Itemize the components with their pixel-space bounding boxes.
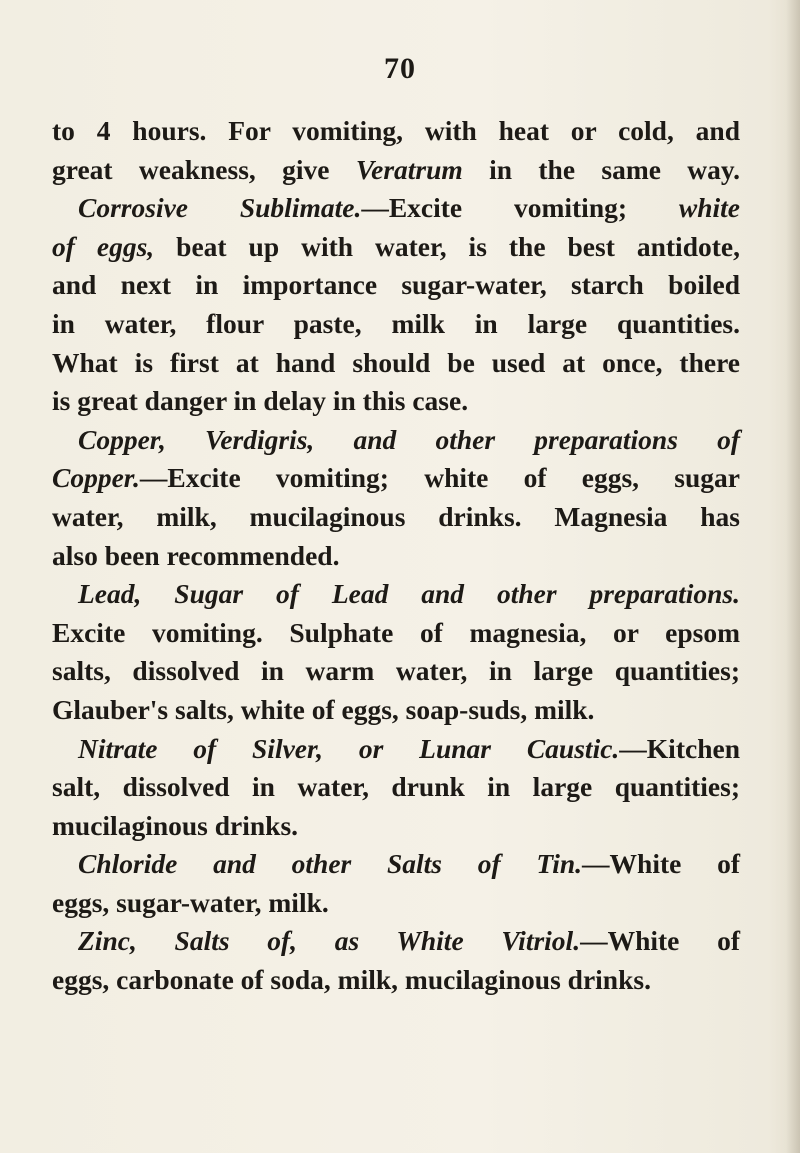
text-run: in water, flour paste, milk in large quantities. [52,307,740,339]
text-run: —White of [582,848,740,880]
italic-text: Zinc, Salts of, as White Vitriol. [78,925,581,957]
text-line [52,498,740,537]
text-run: and next in importance sugar-water, starch boiled [52,269,740,301]
text-line [52,768,740,807]
text-run: What is first at hand should be used at once, there [52,346,740,378]
text-run: water, milk, mucilaginous drinks. Magnesia has [52,500,740,532]
text-line [52,112,740,151]
text-run: eggs, sugar-water, milk. [52,886,329,918]
italic-text: Nitrate of Silver, or Lunar Caustic. [78,732,620,764]
text-run: eggs, carbonate of soda, milk, mucilaginous drinks. [52,964,651,996]
text-run: —Kitchen [619,732,740,764]
text-line [52,884,740,923]
text-run: Glauber's salts, white of eggs, soap-suds, milk. [52,693,595,725]
text-line [52,266,740,305]
italic-text: Corrosive Sublimate. [78,192,362,224]
text-line [52,189,740,228]
text-line [52,922,740,961]
text-run: is great danger in delay in this case. [52,385,469,417]
text-run: —White of [580,925,740,957]
text-line [52,807,740,846]
italic-text: of eggs, [52,230,155,262]
text-line [52,575,740,614]
text-line [52,228,740,267]
text-line [52,421,740,460]
italic-text: Copper. [52,462,140,494]
text-run: —Excite vomiting; white of eggs, sugar [139,462,740,494]
italic-text: white [678,192,740,224]
text-run: beat up with water, is the best antidote, [154,230,740,262]
text-run: to 4 hours. For vomiting, with heat or cold, and [52,115,740,146]
text-line [52,730,740,769]
text-line [52,344,740,383]
text-run: —Excite vomiting; [361,192,679,224]
text-line [52,845,740,884]
text-run: in the same way. [462,153,741,185]
page-number: 70 [384,52,416,85]
text-line [52,614,740,653]
text-line [52,652,740,691]
italic-text: Copper, Verdigris, and other preparations of [78,423,740,455]
page-edge-shadow [786,0,800,1153]
text-line [52,459,740,498]
italic-text: Chloride and other Salts of Tin. [78,848,583,880]
text-line [52,691,740,730]
text-line [52,151,740,190]
text-line [52,382,740,421]
text-run: mucilaginous drinks. [52,809,299,841]
text-run: salts, dissolved in warm water, in large quantities; [52,655,740,687]
text-run: salt, dissolved in water, drunk in large quantities; [52,771,740,803]
text-run: Excite vomiting. Sulphate of magnesia, or epsom [52,616,740,648]
text-run: great weakness, give [52,153,356,185]
italic-text: Veratrum [355,153,463,185]
text-line [52,537,740,576]
text-line [52,305,740,344]
body-text [52,112,740,1000]
text-run: also been recommended. [52,539,340,571]
text-line [52,961,740,1000]
italic-text: Lead, Sugar of Lead and other preparations. [78,578,740,610]
